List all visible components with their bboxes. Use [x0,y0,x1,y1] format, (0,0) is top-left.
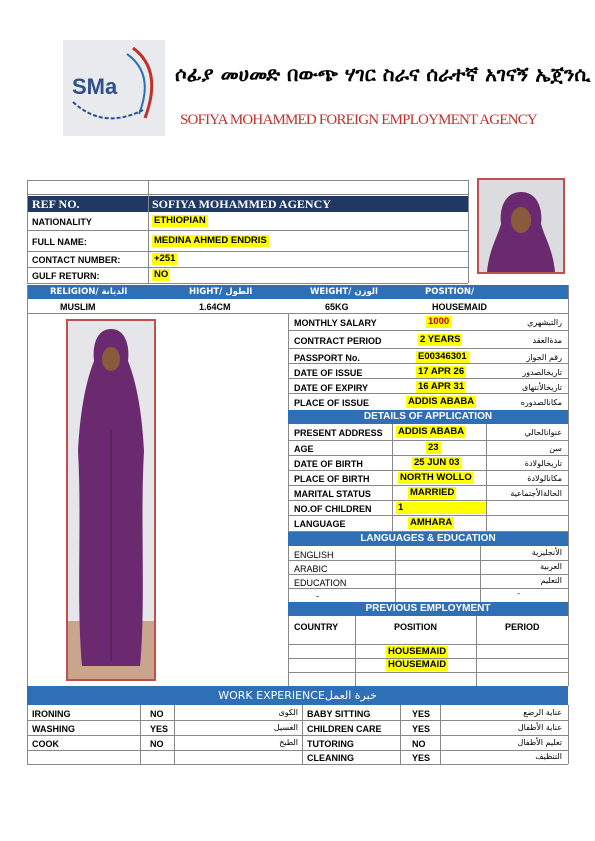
work-skill-value: NO [150,739,164,749]
headshot-photo [477,178,565,274]
full-body-photo [66,319,156,681]
work-skill-label: TUTORING [307,739,354,749]
app-label: AGE [294,444,314,454]
weight-header: WEIGHT/ الوزن [310,287,378,297]
detail-arabic: مدةالعقد [532,336,562,345]
nationality-label: NATIONALITY [32,217,92,227]
detail-value: 1000 [428,316,450,327]
app-value: AMHARA [410,517,453,528]
fullname-label: FULL NAME: [32,237,87,247]
app-value: 23 [428,442,439,453]
work-skill-arabic: الكوى [278,708,298,717]
app-label: LANGUAGE [294,519,346,529]
app-value: ADDIS ABABA [398,426,465,437]
prev-position-value: HOUSEMAID [388,646,447,657]
prev-country-header: COUNTRY [294,622,339,632]
work-skill-label: IRONING [32,709,71,719]
gulf-label: GULF RETURN: [32,271,100,281]
contact-value: +251 [154,253,176,264]
detail-arabic: رالتبشهري [527,318,562,327]
religion-value: MUSLIM [60,302,96,312]
app-arabic: تاريخالولادة [524,459,562,468]
agency-name-english: SOFIYA MOHAMMED FOREIGN EMPLOYMENT AGENCY [180,112,537,128]
app-label: DATE OF BIRTH [294,459,363,469]
lang-arabic: - [517,589,520,598]
previous-employment-header: PREVIOUS EMPLOYMENT [288,602,568,616]
work-skill-arabic: تعليم الأطفال [517,738,562,747]
work-skill-value: YES [150,724,169,734]
detail-value: 16 APR 31 [418,381,465,392]
lang-label: EDUCATION [294,578,347,588]
religion-header: RELIGION/ الديانة [50,287,128,297]
prev-period-header: PERIOD [505,622,540,632]
detail-value: 17 APR 26 [418,366,465,377]
height-header: HIGHT/ الطول [189,287,253,297]
lang-label: ENGLISH [294,550,334,560]
detail-label: PLACE OF ISSUE [294,398,370,408]
work-experience-header: WORK EXPERIENCEخبرة العمل [27,686,568,705]
detail-arabic: رقم الجواز [526,353,562,362]
work-skill-label: CLEANING [307,753,354,763]
contact-label: CONTACT NUMBER: [32,255,121,265]
detail-value: 2 YEARS [420,334,461,345]
work-skill-value: YES [412,709,431,719]
work-skill-arabic: عناية الرضع [523,708,562,717]
detail-label: DATE OF ISSUE [294,368,363,378]
app-arabic: عنوانالحالي [524,428,562,437]
ref-value: SOFIYA MOHAMMED AGENCY [152,197,331,211]
app-label: MARITAL STATUS [294,489,371,499]
nationality-value: ETHIOPIAN [154,215,206,226]
work-skill-value: NO [412,739,426,749]
work-skill-arabic: الطبخ [279,738,298,747]
app-label: NO.OF CHILDREN [294,504,372,514]
work-skill-label: WASHING [32,724,76,734]
prev-position-value: HOUSEMAID [388,659,447,670]
lang-arabic: العربية [540,562,562,571]
position-value: HOUSEMAID [432,302,488,312]
work-skill-label: BABY SITTING [307,709,371,719]
app-label: PLACE OF BIRTH [294,474,370,484]
height-value: 1.64CM [199,302,231,312]
lang-arabic: التعليم [540,576,562,585]
app-label: PRESENT ADDRESS [294,428,383,438]
detail-arabic: تاريخالصدور [522,368,562,377]
work-skill-label: COOK [32,739,59,749]
ref-label: REF NO. [32,197,80,211]
detail-arabic: تاريخالأنتهاى [522,383,562,392]
detail-value: E00346301 [418,351,467,362]
work-skill-value: YES [412,753,431,763]
detail-label: MONTHLY SALARY [294,318,377,328]
languages-header: LANGUAGES & EDUCATION [288,532,568,546]
detail-arabic: مكانالصدوره [520,398,562,407]
app-value: 25 JUN 03 [414,457,460,468]
weight-value: 65KG [325,302,349,312]
app-value: 1 [396,502,486,514]
prev-position-header: POSITION [394,622,438,632]
lang-label: ARABIC [294,564,328,574]
work-skill-arabic: الغسيل [273,723,298,732]
logo-text: SMa [72,74,118,99]
app-arabic: مكانالولادة [527,474,562,483]
lang-label: - [316,591,319,601]
gulf-value: NO [154,269,169,280]
app-value: NORTH WOLLO [400,472,472,483]
detail-label: DATE OF EXPIRY [294,383,369,393]
lang-arabic: الأنجليزية [531,548,562,557]
work-skill-label: CHILDREN CARE [307,724,382,734]
application-header: DETAILS OF APPLICATION [288,410,568,424]
app-arabic: سن [549,444,562,453]
work-skill-arabic: عناية الأطفال [517,723,562,732]
work-skill-value: NO [150,709,164,719]
detail-label: CONTRACT PERIOD [294,336,382,346]
position-header: POSITION/ [425,287,475,297]
detail-label: PASSPORT No. [294,353,360,363]
agency-name-amharic: ሶፊያ መሀመድ በውጭ ሃገር ስራና ሰራተኛ አገናኝ ኤጀንሲ [175,62,591,86]
detail-value: ADDIS ABABA [408,396,475,407]
app-arabic: الحالةالأجتماعية [510,489,562,498]
work-skill-value: YES [412,724,431,734]
fullname-value: MEDINA AHMED ENDRIS [154,235,267,246]
app-value: MARRIED [410,487,455,498]
work-skill-arabic: التنظيف [535,752,562,761]
